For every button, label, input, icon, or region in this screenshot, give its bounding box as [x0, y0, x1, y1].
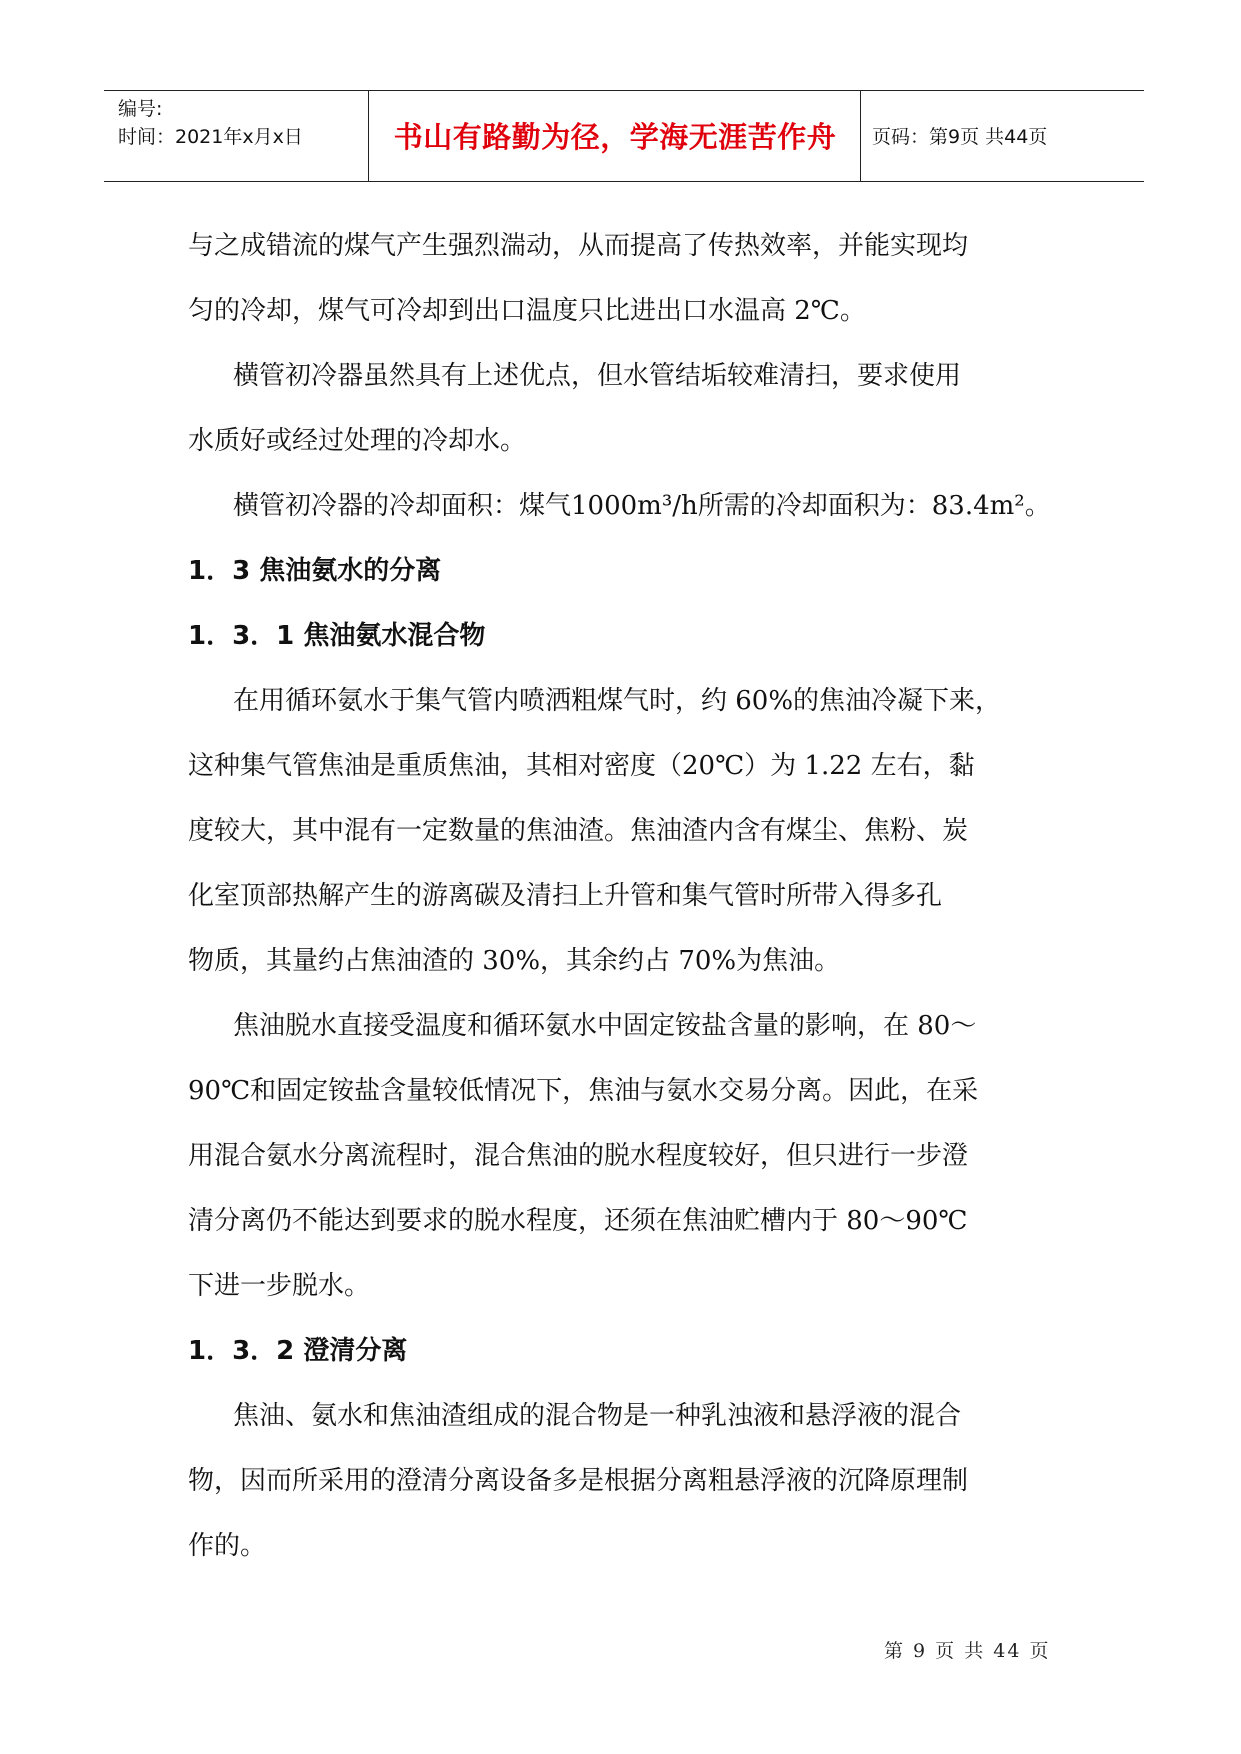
paragraph-line: 物质，其量约占焦油渣的 30%，其余约占 70%为焦油。 [188, 946, 841, 976]
paragraph-line: 焦油脱水直接受温度和循环氨水中固定铵盐含量的影响，在 80～ [233, 1011, 977, 1041]
document-body [188, 214, 1068, 1579]
paragraph-line: 与之成错流的煤气产生强烈湍动，从而提高了传热效率，并能实现均 [188, 231, 969, 261]
paragraph-line: 匀的冷却，煤气可冷却到出口温度只比进出口水温高 2℃。 [188, 296, 866, 326]
header-page-info: 页码：第9页 共44页 [872, 126, 1048, 148]
paragraph-line: 这种集气管焦油是重质焦油，其相对密度（20℃）为 1.22 左右，黏 [188, 751, 975, 781]
paragraph-line: 横管初冷器虽然具有上述优点，但水管结垢较难清扫，要求使用 [233, 361, 962, 391]
header-divider-left [368, 91, 369, 181]
page-footer: 第 9 页 共 44 页 [884, 1640, 1051, 1662]
header-meta [118, 95, 368, 151]
subsection-heading: 1．3．2 澄清分离 [188, 1336, 408, 1366]
paragraph-line: 焦油、氨水和焦油渣组成的混合物是一种乳浊液和悬浮液的混合 [233, 1401, 962, 1431]
paragraph-line: 横管初冷器的冷却面积：煤气1000m³/h所需的冷却面积为：83.4m²。 [233, 491, 1051, 521]
paragraph-line: 用混合氨水分离流程时，混合焦油的脱水程度较好，但只进行一步澄 [188, 1141, 969, 1171]
document-number-label: 编号: [118, 98, 163, 120]
header-divider-right [860, 91, 861, 181]
section-heading: 1．3 焦油氨水的分离 [188, 556, 442, 586]
document-time-label: 时间：2021年x月x日 [118, 126, 303, 148]
paragraph-line: 清分离仍不能达到要求的脱水程度，还须在焦油贮槽内于 80～90℃ [188, 1206, 968, 1236]
paragraph-line: 下进一步脱水。 [188, 1271, 371, 1301]
paragraph-line: 作的。 [188, 1531, 267, 1561]
paragraph-line: 物，因而所采用的澄清分离设备多是根据分离粗悬浮液的沉降原理制 [188, 1466, 969, 1496]
paragraph-line: 水质好或经过处理的冷却水。 [188, 426, 527, 456]
paragraph-line: 度较大，其中混有一定数量的焦油渣。焦油渣内含有煤尘、焦粉、炭 [188, 816, 969, 846]
header-motto: 书山有路勤为径，学海无涯苦作舟 [393, 120, 837, 154]
page-header [104, 90, 1144, 182]
paragraph-line: 90℃和固定铵盐含量较低情况下，焦油与氨水交易分离。因此，在采 [188, 1076, 979, 1106]
paragraph-line: 在用循环氨水于集气管内喷洒粗煤气时，约 60%的焦油冷凝下来， [233, 686, 1002, 716]
subsection-heading: 1．3．1 焦油氨水混合物 [188, 621, 486, 651]
paragraph-line: 化室顶部热解产生的游离碳及清扫上升管和集气管时所带入得多孔 [188, 881, 943, 911]
